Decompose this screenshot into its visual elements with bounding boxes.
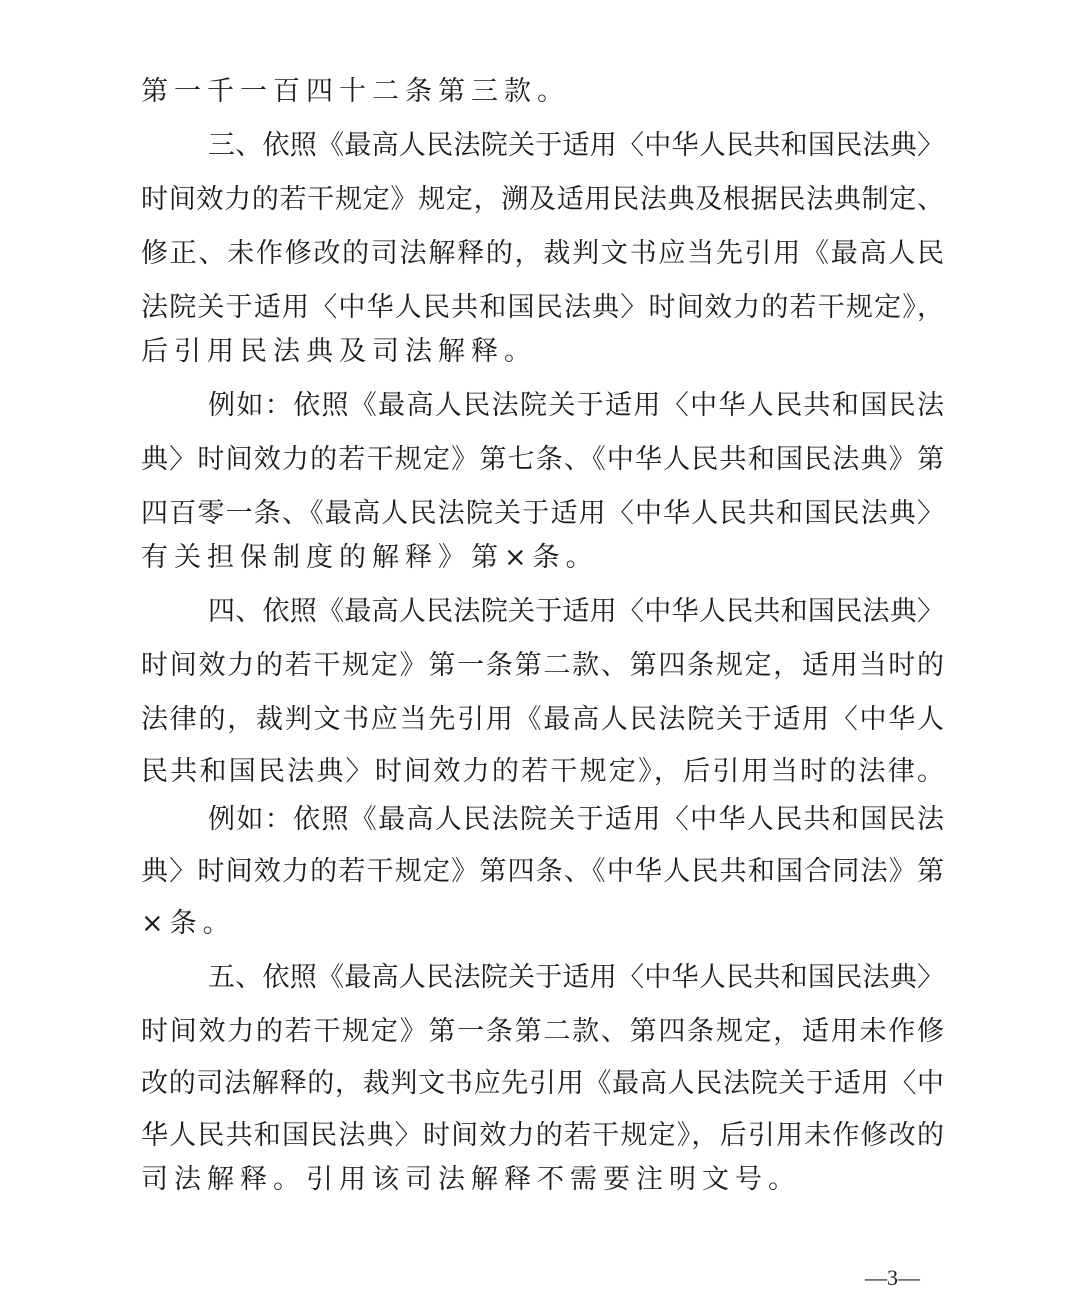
section-3-heading-line: 三、依照《最高人民法院关于适用〈中华人民共和国民法典〉 [208,130,944,161]
text-line: 有关担保制度的解释》第×条。 [141,542,599,573]
text-line: 后引用民法典及司法解释。 [141,336,537,367]
text-line: 四百零一条、《最高人民法院关于适用〈中华人民共和国民法典〉 [141,498,944,529]
text-line: 法院关于适用〈中华人民共和国民法典〉时间效力的若干规定》， [141,292,944,323]
text-line: 时间效力的若干规定》第一条第二款、第四条规定，适用当时的 [141,650,944,681]
text-line: 第一千一百四十二条第三款。 [141,76,570,107]
example-4-line: 例如：依照《最高人民法院关于适用〈中华人民共和国民法 [208,804,944,835]
example-3-line: 例如：依照《最高人民法院关于适用〈中华人民共和国民法 [208,390,944,421]
text-line: ×条。 [141,908,236,939]
text-line: 法律的，裁判文书应当先引用《最高人民法院关于适用〈中华人 [141,704,944,735]
text-line: 司法解释。引用该司法解释不需要注明文号。 [141,1164,801,1195]
text-line: 典〉时间效力的若干规定》第七条、《中华人民共和国民法典》第 [141,444,944,475]
text-line: 修正、未作修改的司法解释的，裁判文书应当先引用《最高人民 [141,238,944,269]
text-line: 华人民共和国民法典〉时间效力的若干规定》，后引用未作修改的 [141,1120,944,1151]
text-line: 典〉时间效力的若干规定》第四条、《中华人民共和国合同法》第 [141,856,944,887]
section-5-heading-line: 五、依照《最高人民法院关于适用〈中华人民共和国民法典〉 [208,962,944,993]
section-4-heading-line: 四、依照《最高人民法院关于适用〈中华人民共和国民法典〉 [208,596,944,627]
text-line: 时间效力的若干规定》规定，溯及适用民法典及根据民法典制定、 [141,184,944,215]
text-line: 民共和国民法典〉时间效力的若干规定》，后引用当时的法律。 [141,756,944,787]
page-number: —3— [865,1265,920,1290]
text-line: 改的司法解释的，裁判文书应先引用《最高人民法院关于适用〈中 [141,1068,944,1099]
text-line: 时间效力的若干规定》第一条第二款、第四条规定，适用未作修 [141,1016,944,1047]
